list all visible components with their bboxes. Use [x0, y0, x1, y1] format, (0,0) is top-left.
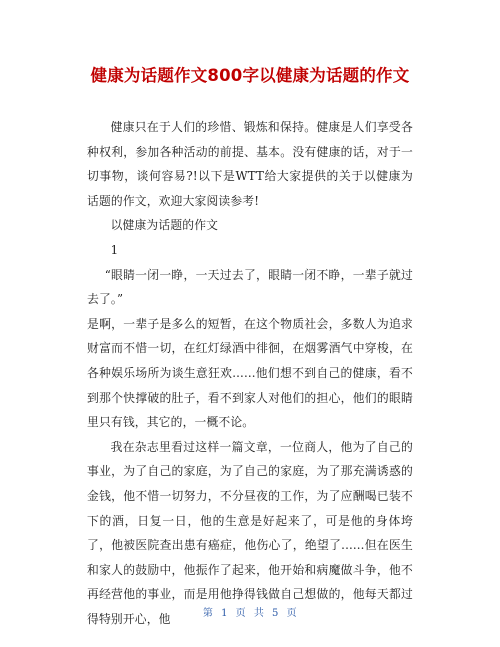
paragraph-quote: “眼睛一闭一睁，一天过去了，眼睛一闭不睁，一辈子就过去了。” — [87, 267, 413, 307]
paragraph-intro: 健康只在于人们的珍惜、锻炼和保持。健康是人们享受各种权利，参加各种活动的前提、基本。没有健康的话，对于一切事物，谈何容易?!以下是WTT给大家提供的关于以健康为话题的作文，欢迎大家阅读参考! — [87, 120, 413, 208]
paragraph-section-number: 1 — [110, 242, 119, 257]
footer-page-number: 1 — [221, 608, 228, 619]
footer-total-label: 页 — [286, 608, 298, 619]
document-body — [87, 115, 413, 631]
paragraph-body-2: 我在杂志里看过这样一篇文章，一位商人，他为了自己的事业，为了自己的家庭，为了自己的家庭，为了那充满诱惑的金钱，他不惜一切努力，不分昼夜的工作，为了应酬喝已装不下的酒，日复一日，他的生意是好起来了，可是他的身体垮了，他被医院查出患有癌症，他伤心了，绝望了......但在医生和家人的鼓励中，他振作了起来，他开始和病魔做斗争，他不再经营他的事业，而是用他挣得钱做自己想做的，他每天都过得特别开心，他 — [87, 439, 413, 626]
footer-total-pages: 5 — [272, 608, 279, 619]
document-title: 健康为话题作文800字以健康为话题的作文 — [90, 66, 410, 85]
paragraph-body-1: 是啊，一辈子是多么的短暂，在这个物质社会，多数人为追求财富而不惜一切，在红灯绿酒中徘徊，在烟雾酒气中穿梭，在各种娱乐场所为谈生意狂欢......他们想不到自己的健康，看不到那个快撑破的肚子，看不到家人对他们的担心，他们的眼睛里只有钱，其它的，一概不论。 — [87, 316, 413, 430]
footer-total-prefix: 共 — [253, 608, 265, 619]
footer-page-label: 页 — [235, 608, 247, 619]
paragraph-subtitle: 以健康为话题的作文 — [110, 218, 219, 233]
footer-page-prefix: 第 — [202, 608, 214, 619]
page-footer — [0, 604, 500, 619]
